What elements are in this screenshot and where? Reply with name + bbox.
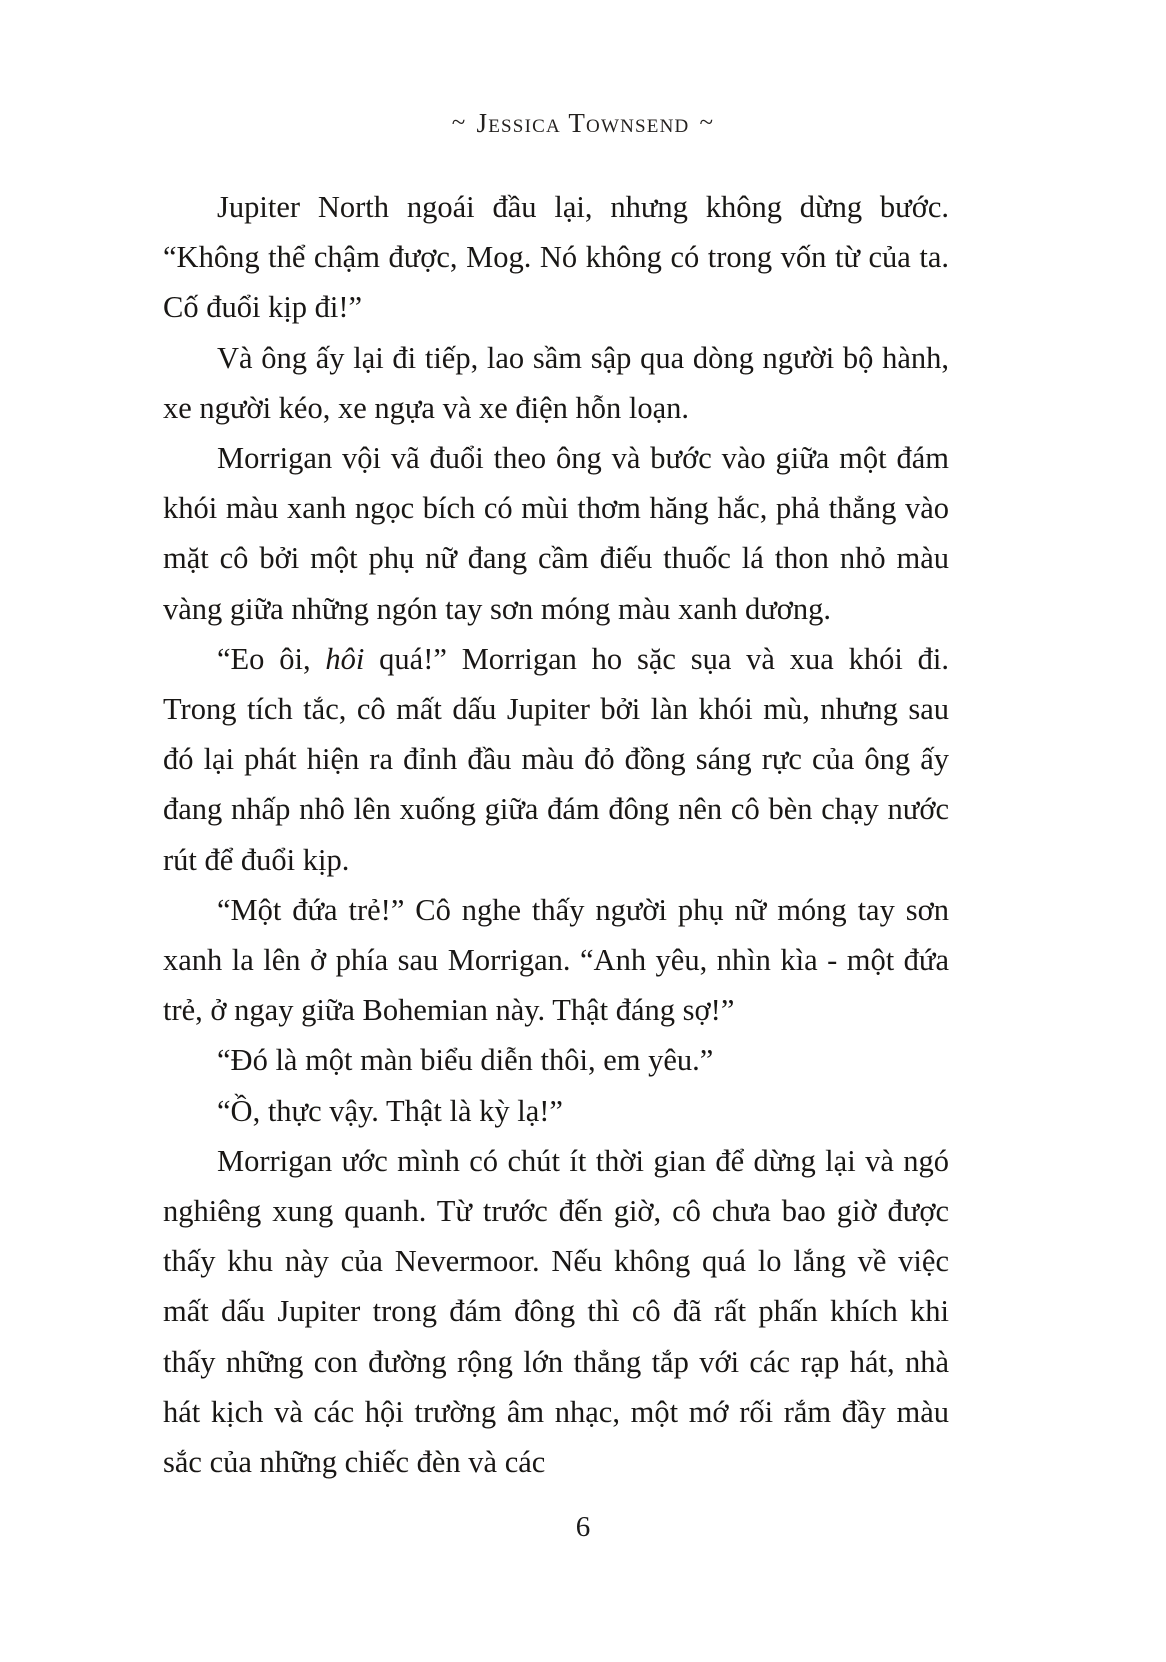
running-head-author: Jessica Townsend [476,108,690,138]
body-text [163,182,949,1487]
running-head [0,108,1166,139]
paragraph-7: “Ồ, thực vậy. Thật là kỳ lạ!” [217,1093,563,1128]
ornament-left: ~ [451,109,467,136]
paragraph-2: Và ông ấy lại đi tiếp, lao sầm sập qua dòng người bộ hành, xe người kéo, xe ngựa và xe điện hỗn loạn. [163,340,949,425]
paragraph-8: Morrigan ước mình có chút ít thời gian để dừng lại và ngó nghiêng xung quanh. Từ trước đến giờ, cô chưa bao giờ được thấy khu này của Nevermoor. Nếu không quá lo lắng về việc mất dấu Jupiter trong đám đông thì cô đã rất phấn khích khi thấy những con đường rộng lớn thẳng tắp với các rạp hát, nhà hát kịch và các hội trường âm nhạc, một mớ rối rắm đầy màu sắc của những chiếc đèn và các [163,1143,949,1480]
paragraph-4-lead: “Eo ôi, [217,641,326,676]
page-number: 6 [575,1511,591,1543]
paragraph-5: “Một đứa trẻ!” Cô nghe thấy người phụ nữ móng tay sơn xanh la lên ở phía sau Morrigan. “Anh yêu, nhìn kìa - một đứa trẻ, ở ngay giữa Bohemian này. Thật đáng sợ!” [163,892,949,1028]
ornament-right: ~ [699,109,715,136]
paragraph-3: Morrigan vội vã đuổi theo ông và bước vào giữa một đám khói màu xanh ngọc bích có mùi thơm hăng hắc, phả thẳng vào mặt cô bởi một phụ nữ đang cầm điếu thuốc lá thon nhỏ màu vàng giữa những ngón tay sơn móng màu xanh dương. [163,441,949,626]
paragraph-4 [163,634,949,885]
paragraph-4-emphasis: hôi [325,641,365,676]
paragraph-1: Jupiter North ngoái đầu lại, nhưng không dừng bước. “Không thể chậm được, Mog. Nó không có trong vốn từ của ta. Cố đuổi kịp đi!” [163,190,949,325]
paragraph-4-rest: quá!” Morrigan ho sặc sụa và xua khói đi. Trong tích tắc, cô mất dấu Jupiter bởi làn khói mù, nhưng sau đó lại phát hiện ra đỉnh đầu màu đỏ đồng sáng rực của ông ấy đang nhấp nhô lên xuống giữa đám đông nên cô bèn chạy nước rút để đuổi kịp. [163,641,949,877]
paragraph-6: “Đó là một màn biểu diễn thôi, em yêu.” [217,1043,714,1078]
